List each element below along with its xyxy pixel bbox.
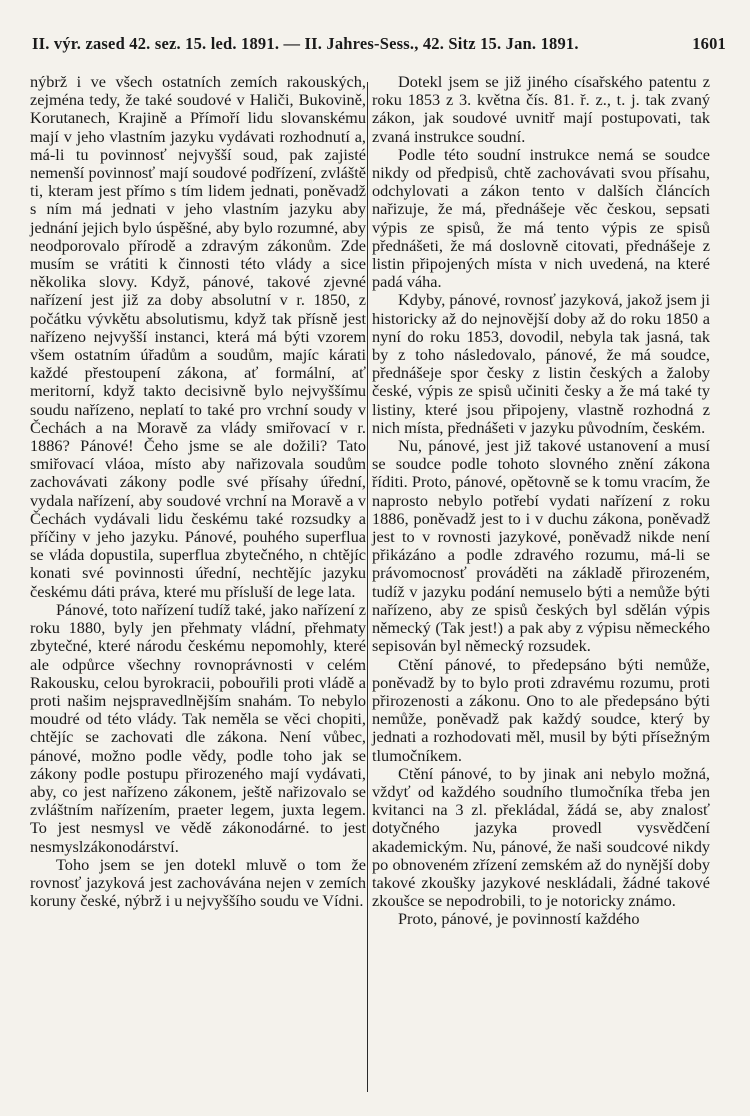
paragraph: Toho jsem se jen dotekl mluvě o tom že rovnosť jazyková jest zachovávána nejen v zemích koruny české, nýbrž i u nejvyššího soudu ve Vídni.: [30, 854, 366, 911]
running-title: II. výr. zased 42. sez. 15. led. 1891. — II. Jahres-Sess., 42. Sitz 15. Jan. 1891.: [32, 34, 579, 53]
paragraph: Pánové, toto nařízení tudíž také, jako nařízení z roku 1880, byly jen přehmaty vládní, přehmaty zbytečné, které národu českému nepomohly, které ale odpůrce všechny rovnoprávnosti v celém Rakousku, celou byrokracii, pobouřili proti vládě a proti našim nejspravedlnějším snahám. To nebylo moudré od této vlády. Tak neměla se věci chopiti, chtějíc se zachovati dle zákona. Není vůbec, pánové, možno podle vědy, podle toho jak se zákony podle postupu přirozeného mají vydávati, aby, co jest nařízeno zákonem, ještě nařizovalo se zvláštním nařízením, praeter legem, juxta legem. To jest nesmysl ve vědě zákonodárné. to jest nesmyslzákonodárství.: [30, 599, 366, 856]
paragraph: nýbrž i ve všech ostatních zemích rakouských, zejména tedy, že také soudové v Haliči, Bukovině, Korutanech, Krajině a Přímoří lidu slovanskému mají v jeho vlastním jazyku vydávati rozhodnutí a, má-li tu povinnosť nejvyšší soud, pak zajisté nemenší povinnosť mají soudové podřízení, zvláště ti, kteram jest přímo s tím lidem jednati, poněvadž s ním má jednati v jeho vlastním jazyku aby jednání jejich bylo úspěšné, aby bylo rozumné, aby neodporovalo přírodě a zdravým zákonům. Zde musím se vrátiti k činnosti této vlády a sice několika slovy. Když, pánové, takové zjevné nařízení jest již za doby absolutní v r. 1850, z počátku vývkětu absolutismu, když tak přísně jest nařízeno nejvyšší instanci, která má býti vzorem všem ostatním úřadům a soudům, majíc kárati každé přestoupení zákona, ať formální, ať meritorní, když takto decisivně bylo nejvyššímu soudu nařízeno, neplatí to také pro vrchní soudy v Čechách a na Moravě za vlády smiřovací v r. 1886? Pánové! Čeho jsme se ale dožili? Tato smiřovací vláoa, místo aby nařizovala soudům zachovávati zákony podle své přísahy úřední, vydala nařízení, aby soudové vrchní na Moravě a v Čechách vydávali lidu českému také rozsudky a příčiny v jeho jazyku. Pánové, pouhého superflua se vláda dopustila, superflua zbytečného, n chtějíc konati své povinnosti úřední, nechtějíc jazyku českému dáti práva, které mu přísluší de lege lata.: [30, 72, 366, 601]
page-number: 1601: [692, 34, 726, 53]
right-column: [372, 73, 710, 929]
paragraph: Podle této soudní instrukce nemá se soudce nikdy od předpisů, chtě zachovávati svou přísahu, odchylovati a zákon tento v dalších článcích nařizuje, že má, přednášeje věc českou, sepsati výpis ze spisů, že má tento výpis ze spisů přednášeti, že má doslovně citovati, přednášeje z listin připojených místa v nich uvedená, na které padá váha.: [372, 144, 710, 292]
paragraph: Kdyby, pánové, rovnosť jazyková, jakož jsem ji historicky až do nejnovější doby až do roku 1850 a nyní do roku 1853, dovodil, nebyla tak jasná, tak by z toho následovalo, pánové, že má soudce, přednášeje spor česky z listin českých a žaloby české, výpis ze spisů učiniti česky a že má také ty listiny, které jsou připojeny, vlastně rozhodná z nich místa, přednášeti v jazyku původním, českém.: [372, 290, 711, 437]
paragraph: Ctění pánové, to předepsáno býti nemůže, poněvadž by to bylo proti zdravému rozumu, proti přirozenosti a zákonu. Ono to ale předepsáno býti nemůže, poněvadž pak každý soudce, který by jednati a rozhodovati měl, musil by býti přísežným tlumočníkem.: [372, 654, 710, 765]
left-column: [30, 73, 366, 910]
paragraph: Ctění pánové, to by jinak ani nebylo možná, vždyť od každého soudního tlumočníka třeba jen kvitanci na 3 zl. překládal, žádá se, aby znalosť dotyčného jazyka provedl vysvědčení akademickým. Nu, pánové, že naši soudcové nikdy po obnoveném zřízení zemském až do nynější doby takové zkoušky jazykové neskládali, žádné takové zkoušce se nepodrobili, to je notoricky známo.: [372, 763, 710, 911]
paragraph: Proto, pánové, je povinností každého: [398, 909, 640, 929]
column-divider: [367, 82, 368, 1092]
paragraph: Nu, pánové, jest již takové ustanovení a musí se soudce podle tohoto slovného znění zákona říditi. Proto, pánové, opětovně se k tomu vracím, že naprosto nebylo potřebí vydati nařízení z roku 1886, poněvadž jest to i v duchu zákona, poněvadž jest to v rovnosti jazykové, poněvadž nikde není přikázáno a podle zdravého rozumu, má-li se právomocnosť prováděti na základě přirozeném, tudíž v jazyku podání nemuselo býti a nemůže býti nařízeno, aby ze spisů českých byl sdělán výpis německý (Tak jest!) a pak aby z výpisu německého sepisován byl německý rozsudek.: [372, 436, 710, 656]
page-header: [32, 12, 726, 62]
paragraph: Dotekl jsem se již jiného císařského patentu z roku 1853 z 3. května čís. 81. ř. z., t. j. tak zvaný zákon, jak soudové uvnitř mají postupovati, tak zvaná instrukce soudní.: [372, 72, 710, 146]
